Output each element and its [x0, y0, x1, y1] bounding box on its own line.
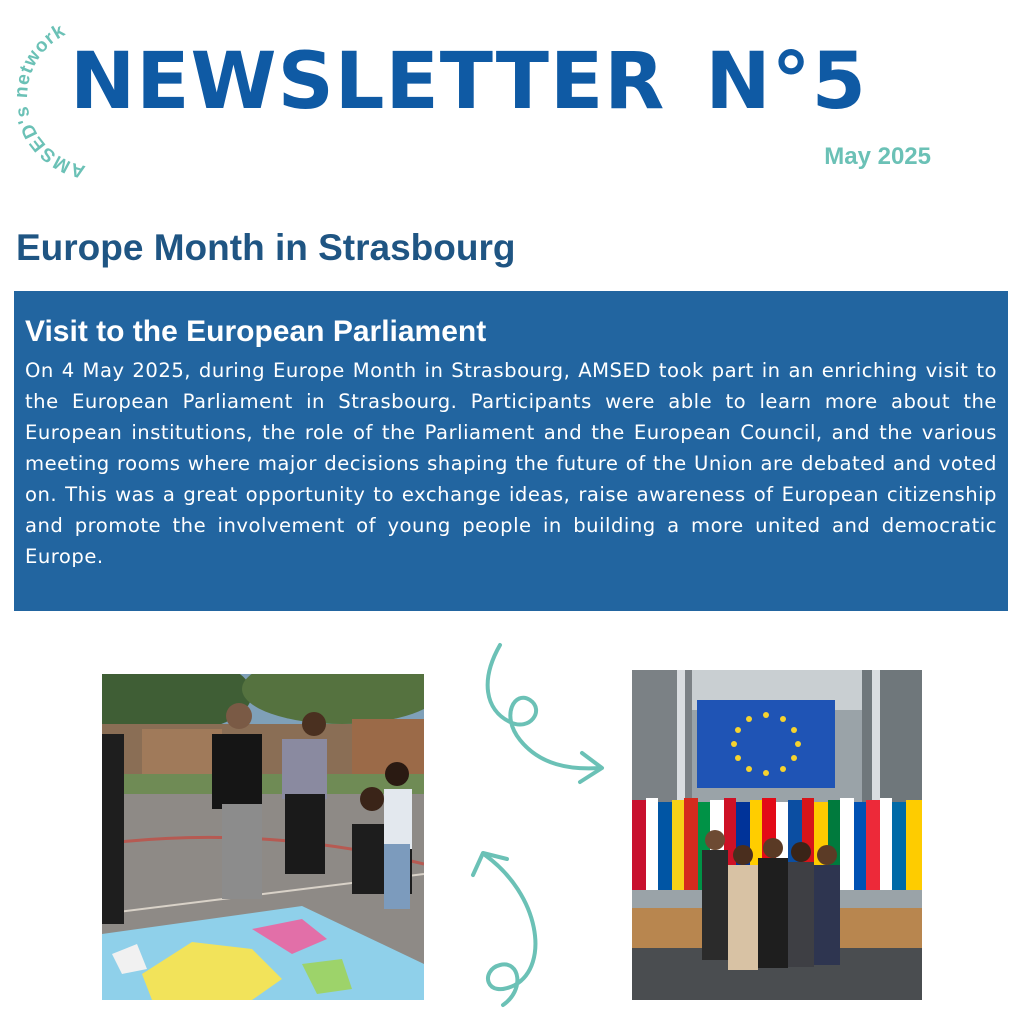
- article-panel: [14, 291, 1008, 611]
- swirl-arrow-up-icon: [455, 835, 565, 1015]
- title-word: NEWSLETTER: [70, 37, 666, 127]
- article-body: On 4 May 2025, during Europe Month in Strasbourg, AMSED took part in an enriching visit to the European Parliament in Strasbourg. Participants were able to learn more about the European institutions, the role of the Parliament and the European Council, and the various meeting rooms where major decisions shaping the future of the Union are debated and voted on. This was a great opportunity to exchange ideas, raise awareness of European citizenship and promote the involvement of young people in building a more united and democratic Europe.: [25, 358, 997, 568]
- swirl-arrow-right-icon: [470, 640, 620, 800]
- section-heading: Europe Month in Strasbourg: [16, 227, 516, 268]
- parliament-group-photo: [632, 670, 922, 1000]
- article-title: Visit to the European Parliament: [25, 315, 487, 348]
- issue-date: May 2025: [824, 143, 931, 170]
- network-tag-text: AMSED's network: [10, 19, 88, 181]
- newsletter-title: [70, 36, 867, 130]
- playground-photo: [102, 674, 424, 1000]
- issue-number: N°5: [705, 37, 867, 127]
